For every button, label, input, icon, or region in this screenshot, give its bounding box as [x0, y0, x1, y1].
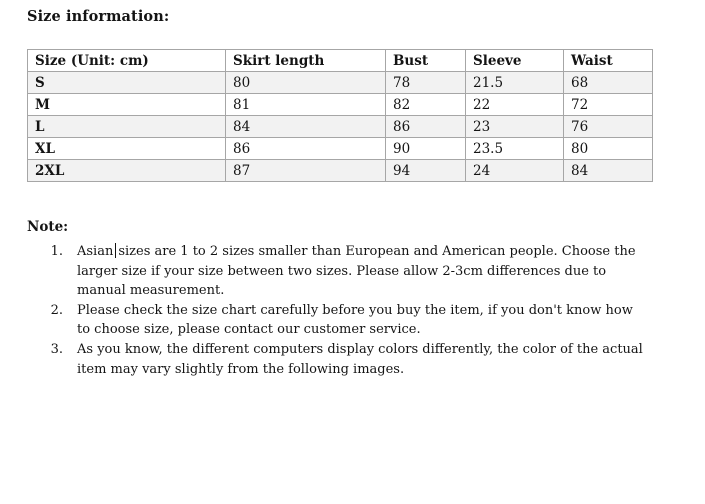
size-table	[27, 49, 653, 182]
cell-bust: 82	[386, 94, 466, 116]
list-item-number: 1.	[50, 244, 63, 259]
cell-size: S	[28, 72, 226, 94]
cell-bust: 94	[386, 160, 466, 182]
list-item-text: Please check the size chart carefully before you buy the item, if you don't know how to choose size, please contact our customer service.	[77, 302, 633, 338]
note-text-after-caret: sizes are 1 to 2 sizes smaller than European and American people. Choose the larger size if your size between two sizes. Please allow 2-3cm differences due to manual measurement.	[77, 244, 636, 299]
text-cursor-caret	[115, 243, 116, 258]
list-item	[27, 242, 647, 301]
list-item-text	[77, 242, 645, 301]
cell-size: M	[28, 94, 226, 116]
cell-skirt-length: 86	[226, 138, 386, 160]
table-header-row	[28, 50, 653, 72]
cell-sleeve: 23.5	[466, 138, 564, 160]
list-item	[27, 340, 647, 379]
list-item-number: 3.	[50, 341, 63, 357]
cell-sleeve: 22	[466, 94, 564, 116]
table-row	[28, 116, 653, 138]
page-title: Size information:	[27, 8, 170, 25]
notes-list	[27, 242, 647, 379]
cell-skirt-length: 84	[226, 116, 386, 138]
cell-bust: 86	[386, 116, 466, 138]
cell-sleeve: 21.5	[466, 72, 564, 94]
column-header-bust: Bust	[386, 50, 466, 72]
cell-size: XL	[28, 138, 226, 160]
column-header-sleeve: Sleeve	[466, 50, 564, 72]
cell-waist: 68	[564, 72, 653, 94]
list-item-number: 2.	[50, 302, 63, 318]
note-heading: Note:	[27, 219, 69, 235]
table-row	[28, 160, 653, 182]
list-item-text: As you know, the different computers display colors differently, the color of the actual item may vary slightly from the following images.	[77, 341, 643, 377]
cell-waist: 72	[564, 94, 653, 116]
table-row	[28, 72, 653, 94]
cell-skirt-length: 87	[226, 160, 386, 182]
list-item	[27, 301, 647, 340]
cell-size: 2XL	[28, 160, 226, 182]
cell-sleeve: 23	[466, 116, 564, 138]
cell-waist: 76	[564, 116, 653, 138]
cell-skirt-length: 81	[226, 94, 386, 116]
table-row	[28, 94, 653, 116]
cell-bust: 90	[386, 138, 466, 160]
column-header-size: Size (Unit: cm)	[28, 50, 226, 72]
cell-size: L	[28, 116, 226, 138]
table-row	[28, 138, 653, 160]
note-text-before-caret: Asian	[77, 244, 114, 259]
column-header-waist: Waist	[564, 50, 653, 72]
column-header-skirt-length: Skirt length	[226, 50, 386, 72]
cell-waist: 80	[564, 138, 653, 160]
cell-sleeve: 24	[466, 160, 564, 182]
cell-waist: 84	[564, 160, 653, 182]
cell-skirt-length: 80	[226, 72, 386, 94]
cell-bust: 78	[386, 72, 466, 94]
